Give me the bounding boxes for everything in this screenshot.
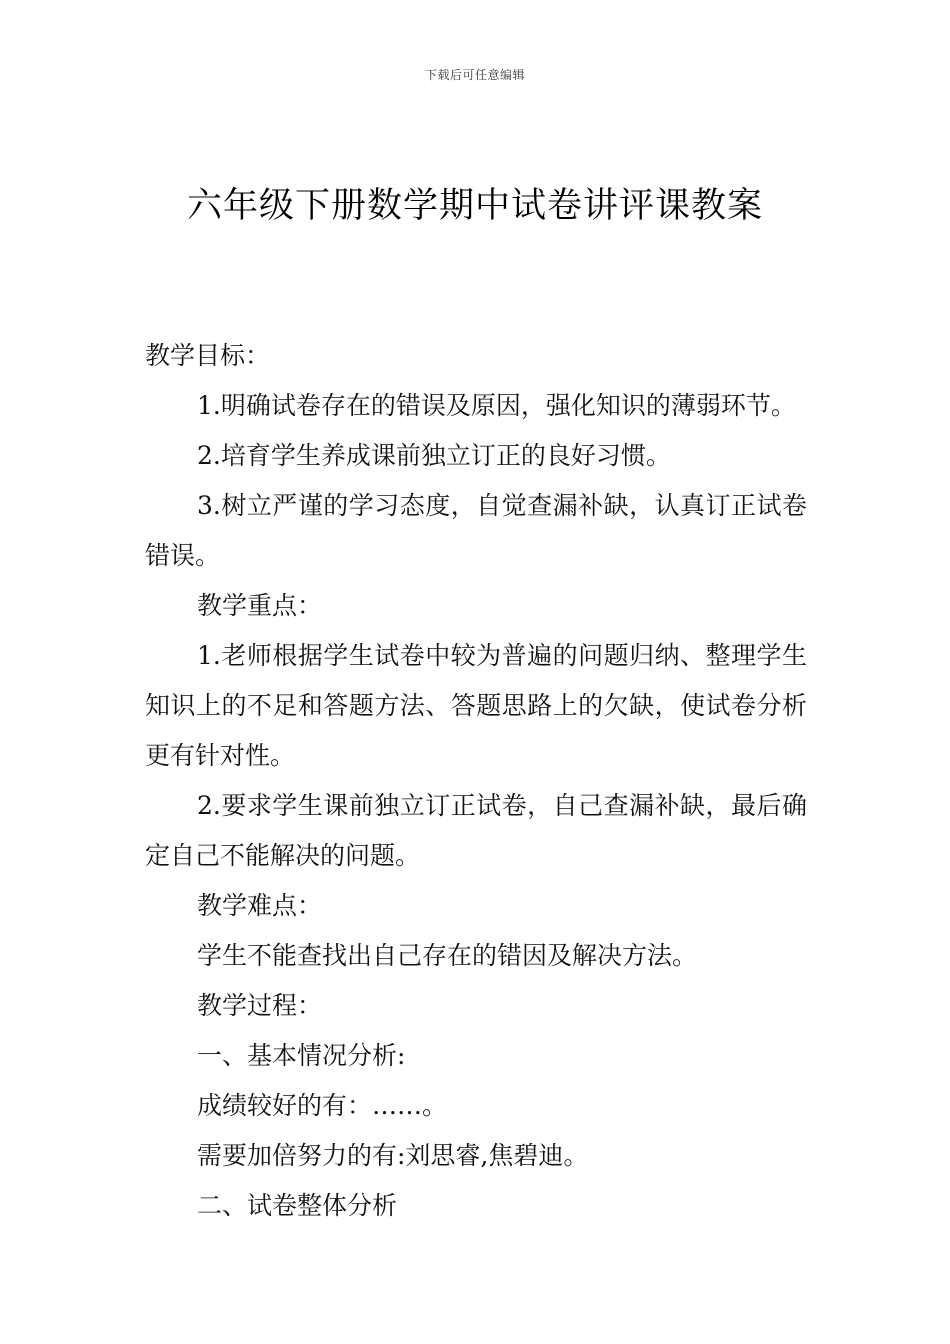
key-point-item: 2.要求学生课前独立订正试卷，自己查漏补缺，最后确定自己不能解决的问题。 — [145, 791, 807, 870]
section-2-heading: 二、试卷整体分析 — [197, 1191, 398, 1220]
objective-item: 3.树立严谨的学习态度，自觉查漏补缺，认真订正试卷错误。 — [145, 491, 807, 570]
difficulty-text: 学生不能查找出自己存在的错因及解决方法。 — [197, 941, 698, 970]
document-body — [145, 331, 807, 1231]
difficulty-heading: 教学难点： — [197, 891, 323, 920]
section-1-heading: 一、基本情况分析: — [197, 1041, 406, 1070]
process-heading: 教学过程： — [197, 991, 323, 1020]
objective-item: 2.培育学生养成课前独立订正的良好习惯。 — [197, 441, 671, 470]
download-note: 下载后可任意编辑 — [424, 68, 525, 82]
good-results-text: 成绩较好的有：……。 — [197, 1091, 448, 1120]
document-title: 六年级下册数学期中试卷讲评课教案 — [186, 186, 763, 226]
key-point-item: 1.老师根据学生试卷中较为普遍的问题归纳、整理学生知识上的不足和答题方法、答题思路上的欠缺，使试卷分析更有针对性。 — [145, 641, 807, 770]
objectives-heading: 教学目标： — [145, 341, 271, 370]
objective-item: 1.明确试卷存在的错误及原因，强化知识的薄弱环节。 — [197, 391, 796, 420]
key-points-heading: 教学重点： — [197, 591, 323, 620]
need-effort-text: 需要加倍努力的有:刘思睿,焦碧迪。 — [197, 1141, 589, 1170]
